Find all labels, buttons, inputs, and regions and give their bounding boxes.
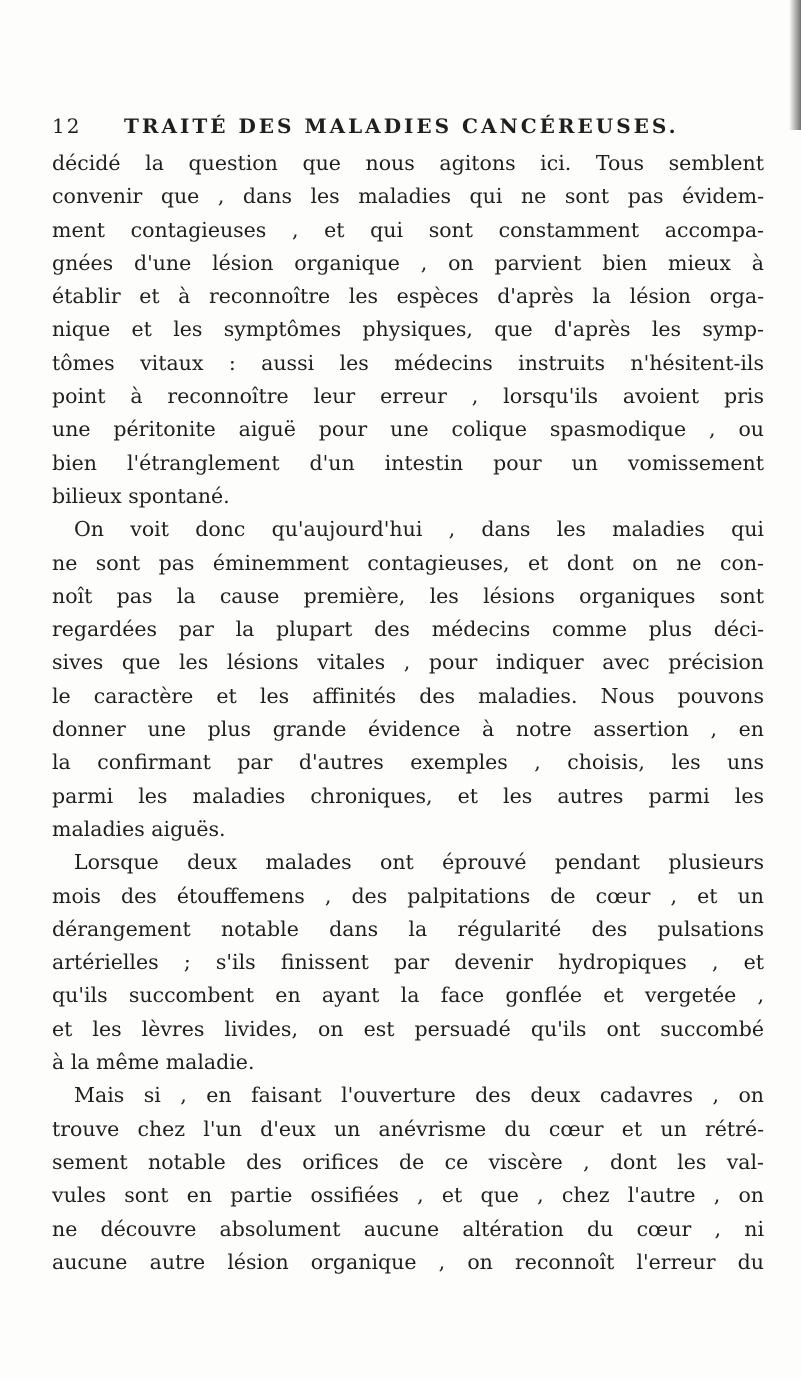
text-line: Lorsque deux malades ont éprouvé pendant plusieurs: [74, 850, 764, 875]
text-line: la confirmant par d'autres exemples , choisis, les uns: [52, 750, 764, 775]
text-line: nique et les symptômes physiques, que d'après les symp-: [52, 317, 764, 342]
text-line: trouve chez l'un d'eux un anévrisme du cœur et un rétré-: [52, 1116, 764, 1141]
text-line: établir et à reconnoître les espèces d'après la lésion orga-: [52, 284, 764, 309]
body-text: [52, 147, 764, 1279]
running-head: [52, 114, 752, 144]
text-line: gnées d'une lésion organique , on parvient bien mieux à: [52, 250, 764, 275]
text-line: ment contagieuses , et qui sont constamment accompa-: [52, 217, 764, 242]
text-line: décidé la question que nous agitons ici. Tous semblent: [52, 151, 764, 175]
text-line: qu'ils succombent en ayant la face gonflée et vergetée ,: [52, 983, 764, 1008]
running-title: TRAITÉ DES MALADIES CANCÉREUSES.: [124, 114, 679, 138]
text-line: bilieux spontané.: [52, 483, 230, 508]
text-line: donner une plus grande évidence à notre assertion , en: [52, 717, 764, 742]
text-line: sement notable des orifices de ce viscère , dont les val-: [52, 1149, 764, 1174]
text-line: bien l'étranglement d'un intestin pour un vomissement: [52, 450, 764, 475]
text-line: mois des étouffemens , des palpitations de cœur , et un: [52, 883, 764, 908]
text-line: On voit donc qu'aujourd'hui , dans les maladies qui: [74, 517, 764, 542]
text-line: et les lèvres livides, on est persuadé qu'ils ont succombé: [52, 1016, 764, 1041]
text-line: une péritonite aiguë pour une colique spasmodique , ou: [52, 417, 764, 442]
text-line: tômes vitaux : aussi les médecins instruits n'hésitent-ils: [52, 350, 764, 375]
text-line: maladies aiguës.: [52, 816, 226, 841]
text-line: parmi les maladies chroniques, et les autres parmi les: [52, 783, 764, 808]
text-line: convenir que , dans les maladies qui ne sont pas évidem-: [52, 184, 764, 209]
text-line: Mais si , en faisant l'ouverture des deux cadavres , on: [74, 1083, 764, 1108]
text-line: dérangement notable dans la régularité des pulsations: [52, 916, 764, 941]
text-line: le caractère et les affinités des maladies. Nous pouvons: [52, 683, 764, 708]
text-line: à la même maladie.: [52, 1050, 255, 1075]
text-line: point à reconnoître leur erreur , lorsqu'ils avoient pris: [52, 384, 764, 409]
text-line: ne sont pas éminemment contagieuses, et dont on ne con-: [52, 550, 764, 575]
text-line: noît pas la cause première, les lésions organiques sont: [52, 583, 764, 608]
text-line: artérielles ; s'ils finissent par devenir hydropiques , et: [52, 950, 764, 975]
text-line: regardées par la plupart des médecins comme plus déci-: [52, 617, 764, 642]
text-line: vules sont en partie ossifiées , et que , chez l'autre , on: [52, 1183, 764, 1208]
page-edge-shadow: [789, 0, 801, 130]
text-line: sives que les lésions vitales , pour indiquer avec précision: [52, 650, 764, 675]
text-line: ne découvre absolument aucune altération du cœur , ni: [52, 1216, 764, 1241]
text-line: aucune autre lésion organique , on reconnoît l'erreur du: [52, 1249, 764, 1274]
page-number: 12: [52, 114, 82, 138]
